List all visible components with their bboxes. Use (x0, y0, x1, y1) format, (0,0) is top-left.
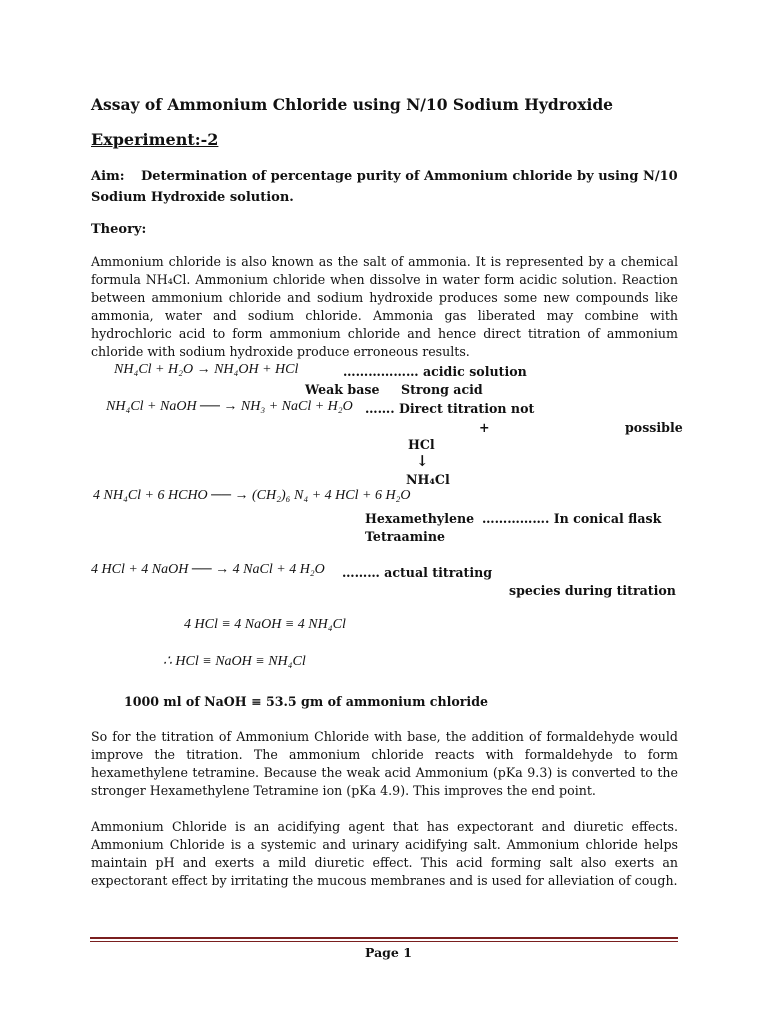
footer-rule-thick (90, 937, 678, 939)
aim-label: Aim: (91, 169, 125, 184)
note-direct-titration: ……. Direct titration not (365, 401, 535, 416)
plus-sign: + (479, 420, 490, 435)
equation-titration: 4 HCl + 4 NaOH ── → 4 NaCl + 4 H₂O (91, 562, 325, 577)
label-hexamethylene: Hexamethylene (365, 511, 475, 526)
note-actual-titrating: ……… actual titrating (342, 565, 493, 580)
document-title: Assay of Ammonium Chloride using N/10 Sodium Hydroxide (91, 95, 614, 114)
formaldehyde-paragraph: So for the titration of Ammonium Chloride with base, the addition of formaldehyde would improve the titration. The ammonium chloride reacts with formaldehyde to form hexamethylene tetramine. Because the weak acid Ammonium (pKa 9.3) is converted to the stronger Hexamethylene Tetramine ion (pKa 4.9). This improves the end point. (91, 729, 678, 799)
equivalence-statement: 1000 ml of NaOH ≡ 53.5 gm of ammonium chloride (124, 694, 489, 709)
theory-paragraph: Ammonium chloride is also known as the salt of ammonia. It is represented by a chemical formula NH₄Cl. Ammonium chloride when dissolve in water form acidic solution. Reaction between ammonium chloride and sodium hydroxide produces some new compounds like ammonia, water and sodium chloride. Ammonia gas liberated may combine with hydrochloric acid to form ammonium chloride and hence direct titration of ammonium chloride with sodium hydroxide produce erroneous results. (91, 254, 678, 360)
uses-paragraph: Ammonium Chloride is an acidifying agent that has expectorant and diuretic effects. Ammonium Chloride is a systemic and urinary acidifying salt. Ammonium chloride helps maintain pH and exerts a mild diuretic effect. This acid forming salt also exerts an expectorant effect by irritating the mucous membranes and is used for alleviation of cough. (91, 819, 678, 889)
aim-block (91, 166, 681, 208)
label-weak-base: Weak base (305, 382, 380, 397)
page-number: Page 1 (365, 945, 412, 960)
label-tetraamine: Tetraamine (365, 529, 445, 544)
aim-text: Determination of percentage purity of Ammonium chloride by using N/10 Sodium Hydroxide solution. (91, 169, 678, 205)
label-nh4cl: NH₄Cl (406, 472, 450, 487)
equation-hydrolysis: NH₄Cl + H₂O → NH₄OH + HCl (114, 362, 299, 377)
equation-therefore: ∴ HCl ≡ NaOH ≡ NH₄Cl (163, 654, 306, 669)
note-species: species during titration (509, 583, 676, 598)
label-hcl: HCl (408, 437, 435, 452)
equation-direct-titration: NH₄Cl + NaOH ── → NH₃ + NaCl + H₂O (106, 399, 353, 414)
label-strong-acid: Strong acid (401, 382, 483, 397)
note-possible: possible (625, 420, 683, 435)
equation-formaldehyde: 4 NH₄Cl + 6 HCHO ── → (CH₂)₆ N₄ + 4 HCl + 6 H₂O (93, 488, 411, 503)
note-conical-flask: ……………. In conical flask (482, 511, 662, 526)
theory-heading: Theory: (91, 222, 147, 237)
experiment-heading: Experiment:-2 (91, 130, 219, 149)
footer-rule-thin (90, 941, 678, 942)
note-acidic-solution: ……………… acidic solution (343, 364, 527, 379)
down-arrow-icon: ↓ (416, 452, 429, 470)
equation-equivalence: 4 HCl ≡ 4 NaOH ≡ 4 NH₄Cl (184, 617, 346, 632)
